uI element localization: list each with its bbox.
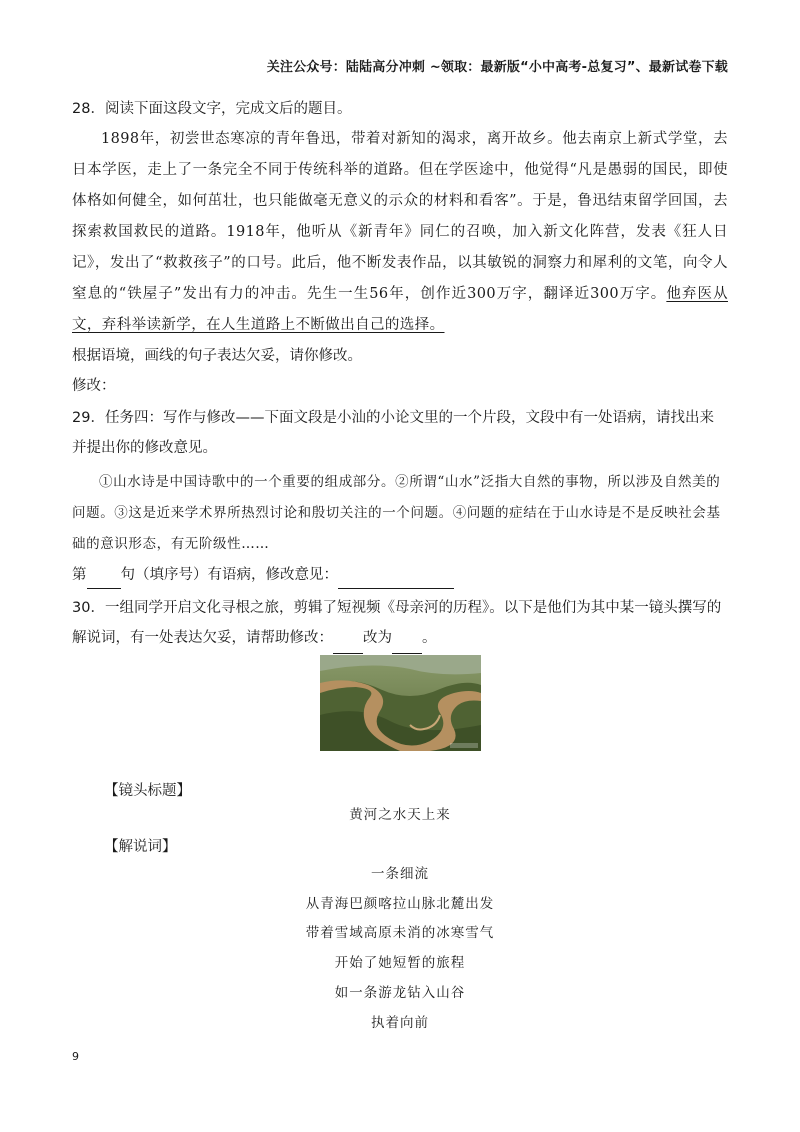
answer-prefix: 第 — [72, 567, 87, 583]
revision-blank[interactable] — [338, 562, 454, 589]
page-number: 9 — [72, 1050, 79, 1063]
narration-label: 【解说词】 — [104, 839, 177, 855]
narration-line: 开始了她短暂的旅程 — [334, 955, 466, 971]
narration-line: 从青海巴颜喀拉山脉北麓出发 — [305, 896, 495, 912]
narration-line: 执着向前 — [371, 1015, 429, 1031]
yellow-river-photo — [320, 655, 481, 751]
question-29-title: 29．任务四：写作与修改——下面文段是小汕的小论文里的一个片段，文段中有一处语病，请找出来并提出你的修改意见。 — [72, 410, 714, 456]
original-phrase-blank[interactable] — [333, 623, 363, 654]
q30-title-text: 30．一组同学开启文化寻根之旅，剪辑了短视频《母亲河的历程》。以下是他们为其中某一镜头撰写的解说词，有一处表达欠妥，请帮助修改： — [72, 600, 722, 646]
q30-title-end: 。 — [422, 630, 437, 646]
sentence-number-blank[interactable] — [87, 562, 121, 589]
question-28-instruction: 根据语境，画线的句子表达欠妥，请你修改。 — [72, 348, 362, 364]
narration-line: 一条细流 — [371, 866, 429, 882]
shot-title: 黄河之水天上来 — [349, 807, 451, 823]
question-28-passage — [72, 124, 728, 341]
underlined-sentence: 他弃医从文，弃科举读新学，在人生道路上不断做出自己的选择。 — [72, 286, 728, 333]
replacement-phrase-blank[interactable] — [392, 623, 422, 654]
page-content — [72, 96, 728, 654]
shot-title-label: 【镜头标题】 — [104, 783, 191, 799]
question-30-title — [72, 593, 728, 654]
q30-title-mid: 改为 — [363, 630, 392, 646]
river-landscape-image — [320, 655, 481, 751]
question-28-title: 28．阅读下面这段文字，完成文后的题目。 — [72, 101, 352, 117]
question-28-answer-label: 修改： — [72, 378, 116, 394]
question-29-answer-line — [72, 562, 728, 589]
answer-mid: 句（填序号）有语病，修改意见： — [120, 567, 338, 583]
question-29-passage: ①山水诗是中国诗歌中的一个重要的组成部分。②所谓“山水”泛指大自然的事物，所以涉及自然美的问题。③这是近来学术界所热烈讨论和殷切关注的一个问题。④问题的症结在于山水诗是不是反映社会基础的意识形态，有无阶级性…… — [72, 474, 721, 552]
passage-text: 1898年，初尝世态寒凉的青年鲁迅，带着对新知的渴求，离开故乡。他去南京上新式学堂，去日本学医，走上了一条完全不同于传统科举的道路。但在学医途中，他觉得“凡是愚弱的国民，即使体格如何健全，如何茁壮，也只能做毫无意义的示众的材料和看客”。于是，鲁迅结束留学回国，去探索救国救民的道路。1918年，他听从《新青年》同仁的召唤，加入新文化阵营，发表《狂人日记》，发出了“救救孩子”的口号。此后，他不断发表作品，以其敏锐的洞察力和犀利的文笔，向令人窒息的“铁屋子”发出有力的冲击。先生一生56年，创作近300万字，翻译近300万字。 — [72, 131, 728, 302]
narration-line: 如一条游龙钻入山谷 — [334, 985, 466, 1001]
page-header: 关注公众号：陆陆高分冲刺 ~领取：最新版“小中高考-总复习”、最新试卷下载 — [266, 60, 728, 75]
narration-line: 带着雪域高原未消的冰寒雪气 — [305, 925, 495, 941]
